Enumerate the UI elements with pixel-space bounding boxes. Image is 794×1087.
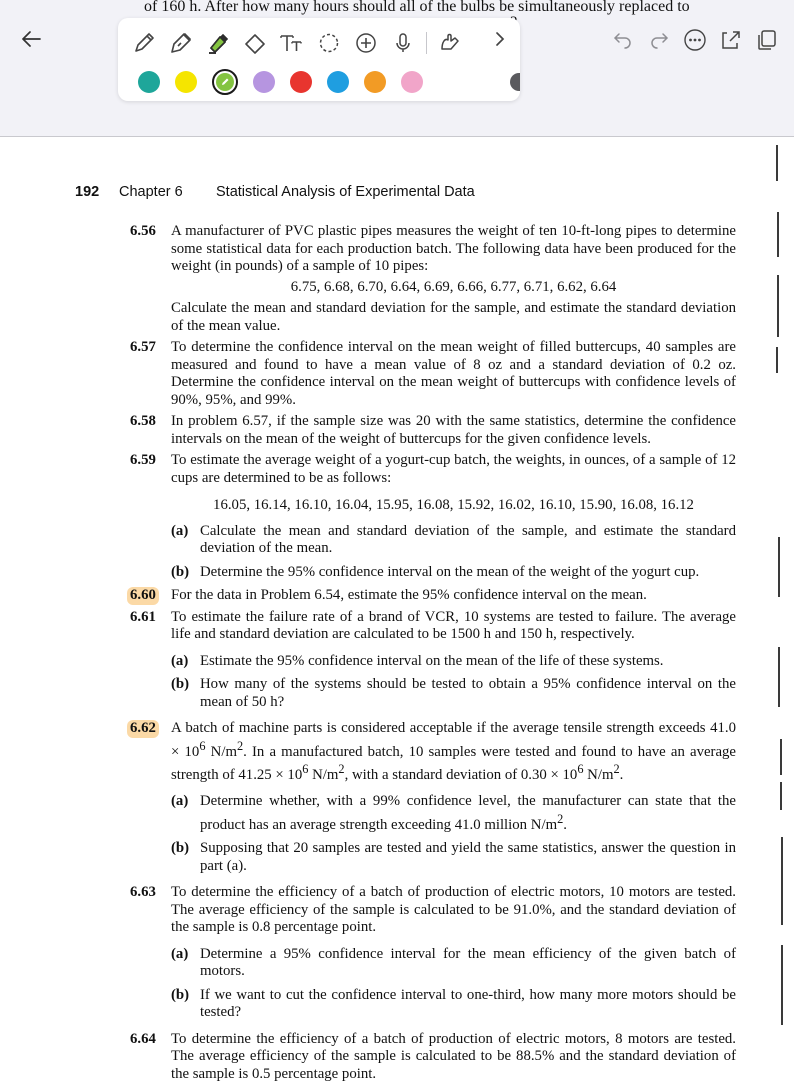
palette-scroll-handle[interactable] <box>510 73 520 91</box>
microphone-icon <box>390 30 416 56</box>
page-number: 192 <box>75 184 100 200</box>
arrow-left-icon <box>21 31 41 47</box>
more-button[interactable] <box>682 28 708 52</box>
app-toolbar-area <box>0 0 794 137</box>
export-button[interactable] <box>718 28 744 52</box>
color-swatch-selected <box>216 73 234 91</box>
undo-icon <box>613 31 633 49</box>
redo-button[interactable] <box>646 28 672 52</box>
text-icon <box>278 30 306 56</box>
pen-toolbox <box>118 18 520 101</box>
text-tool[interactable] <box>274 26 310 60</box>
previous-page-peek-text: of 160 h. After how many hours should all of the bulbs be simultaneously replaced to <box>144 0 690 15</box>
problem-text: To determine the efficiency of a batch of production of electric motors, 10 motors are tested. The average efficiency of the sample is calculated to be 91.0%, and the standard deviation of the sample is 0.8 percentage point. <box>171 884 736 936</box>
document-page[interactable] <box>0 137 794 1082</box>
problem-text: A batch of machine parts is considered acceptable if the average tensile strength exceeds $41.0 \times 10^6$ $N/m^2$. In a manufactured batch, 10 samples were tested and found to have an average strength of $41.25 \times 10^6$ $N/m^2$, with a standard deviation of $0.30 \times 10^6$ $N/m^2$. <box>171 720 737 783</box>
running-header <box>75 184 475 200</box>
subpart-b: (b) How many of the systems should be tested to obtain a 95% confidence interval on the mean of 50 h? <box>171 676 736 710</box>
fountain-pen-icon <box>168 30 194 56</box>
problem-number: 6.58 <box>130 413 156 429</box>
problem-6-57 <box>130 339 736 409</box>
color-swatch[interactable] <box>175 71 197 93</box>
margin-ink-mark <box>778 537 780 597</box>
problem-6-60 <box>130 587 736 605</box>
margin-ink-mark <box>777 212 779 257</box>
chevron-right-icon <box>494 31 506 47</box>
drawing-tools <box>126 26 468 60</box>
margin-ink-mark <box>778 647 780 707</box>
fountain-pen-tool[interactable] <box>163 26 199 60</box>
problem-number: 6.56 <box>130 223 156 239</box>
subpart-a: (a) Determine a 95% confidence interval for the mean efficiency of the given batch of motors. <box>171 945 736 980</box>
chapter-title: Statistical Analysis of Experimental Data <box>216 184 475 200</box>
color-swatch[interactable] <box>364 71 386 93</box>
microphone-tool[interactable] <box>385 26 421 60</box>
problem-text: To determine the efficiency of a batch of production of electric motors, 8 motors are tested. The average efficiency of the sample is calculated to be 88.5% and the standard deviation of the sample is 0.5 percentage point. <box>171 1030 736 1082</box>
pages-icon <box>756 29 778 51</box>
subpart-b: (b) Determine the 95% confidence interval on the mean of the weight of the yogurt cup. <box>171 563 700 580</box>
problem-number: 6.57 <box>130 339 156 355</box>
problem-number-highlighted[interactable]: 6.60 <box>127 587 159 605</box>
margin-ink-mark <box>780 739 782 775</box>
add-tool[interactable] <box>348 26 384 60</box>
problem-text: To estimate the average weight of a yogurt-cup batch, the weights, in ounces, of a sample of 12 cups are determined to be as follows: <box>171 452 736 486</box>
highlighter-tool[interactable] <box>200 26 236 60</box>
color-swatch[interactable] <box>212 69 238 95</box>
margin-ink-mark <box>777 275 779 337</box>
toolbar-more-button[interactable] <box>494 31 506 52</box>
problem-data: 6.75, 6.68, 6.70, 6.64, 6.69, 6.66, 6.77, 6.71, 6.62, 6.64 <box>290 278 617 295</box>
undo-button[interactable] <box>610 28 636 52</box>
problem-text: To determine the confidence interval on the mean weight of filled buttercups, 40 samples are measured and found to have a mean value of 8 oz and a standard deviation of 0.2 oz. Determine the confidence interval on the mean weight of buttercups with confidence levels of 90%, 95%, and 99%. <box>171 339 736 408</box>
color-swatch[interactable] <box>401 71 423 93</box>
subpart-a: (a) Calculate the mean and standard deviation of the sample, and estimate the standard deviation of the mean. <box>171 522 736 556</box>
problem-6-61 <box>130 609 736 712</box>
problem-text: For the data in Problem 6.54, estimate the 95% confidence interval on the mean. <box>171 587 647 603</box>
back-button[interactable] <box>16 26 46 52</box>
problem-text: To estimate the failure rate of a brand of VCR, 10 systems are tested to failure. The average life and standard deviation are calculated to be 1500 h and 150 h, respectively. <box>171 608 736 642</box>
redo-icon <box>649 31 669 49</box>
problem-text-continued: Calculate the mean and standard deviation for the sample, and estimate the standard deviation of the mean value. <box>171 300 736 334</box>
problem-number: 6.59 <box>130 452 156 468</box>
color-swatch[interactable] <box>327 71 349 93</box>
subpart-a: (a) Determine whether, with a 99% confidence level, the manufacturer can state that the product has an average strength exceeding 41.0 million $N/m^2$. <box>171 793 736 833</box>
chapter-label: Chapter 6 <box>119 184 183 200</box>
problem-6-63 <box>130 884 736 1022</box>
problem-6-58 <box>130 413 736 448</box>
subpart-a: (a) Estimate the 95% confidence interval on the mean of the life of these systems. <box>171 652 664 669</box>
margin-ink-mark <box>781 945 783 1025</box>
lasso-icon <box>316 30 342 56</box>
color-palette <box>138 69 423 95</box>
highlighter-icon <box>205 30 231 56</box>
problem-data: 16.05, 16.14, 16.10, 16.04, 15.95, 16.08, 15.92, 16.02, 16.10, 15.90, 16.08, 16.12 <box>213 497 694 513</box>
problem-list <box>130 223 736 1087</box>
problem-number: 6.61 <box>130 608 156 625</box>
export-icon <box>719 29 743 51</box>
margin-ink-mark <box>780 782 782 810</box>
subpart-b: (b) Supposing that 20 samples are tested and yield the same statistics, answer the question in part (a). <box>171 840 736 874</box>
margin-ink-mark <box>776 145 778 181</box>
hand-pen-icon <box>437 30 463 56</box>
problem-6-56 <box>130 223 736 335</box>
pages-button[interactable] <box>754 28 780 52</box>
problem-6-64 <box>130 1031 736 1084</box>
gesture-tool[interactable] <box>432 26 468 60</box>
problem-text: In problem 6.57, if the sample size was 20 with the same statistics, determine the confidence intervals on the mean of the weight of buttercups for the given confidence levels. <box>171 413 736 447</box>
pencil-icon <box>220 77 230 87</box>
color-swatch[interactable] <box>138 71 160 93</box>
subpart-b: (b) If we want to cut the confidence interval to one-third, how many more motors should be tested? <box>171 986 736 1021</box>
toolbar-divider <box>426 32 427 54</box>
eraser-tool[interactable] <box>237 26 273 60</box>
color-swatch[interactable] <box>253 71 275 93</box>
document-actions <box>610 28 780 52</box>
problem-text: A manufacturer of PVC plastic pipes measures the weight of ten 10-ft-long pipes to determine some statistical data for each production batch. The following data have been produced for the weight (in pounds) of a sample of 10 pipes: <box>171 223 736 274</box>
problem-number: 6.63 <box>130 884 156 901</box>
more-icon <box>683 28 707 52</box>
problem-6-62 <box>130 720 736 875</box>
problem-number-highlighted[interactable]: 6.62 <box>127 720 159 738</box>
plus-circle-icon <box>353 30 379 56</box>
pen-tool[interactable] <box>126 26 162 60</box>
color-swatch[interactable] <box>290 71 312 93</box>
pen-icon <box>131 30 157 56</box>
margin-ink-mark <box>781 837 783 925</box>
problem-6-59 <box>130 452 736 581</box>
margin-ink-mark <box>776 347 778 373</box>
lasso-tool[interactable] <box>311 26 347 60</box>
problem-number: 6.64 <box>130 1030 156 1047</box>
eraser-icon <box>242 30 268 56</box>
